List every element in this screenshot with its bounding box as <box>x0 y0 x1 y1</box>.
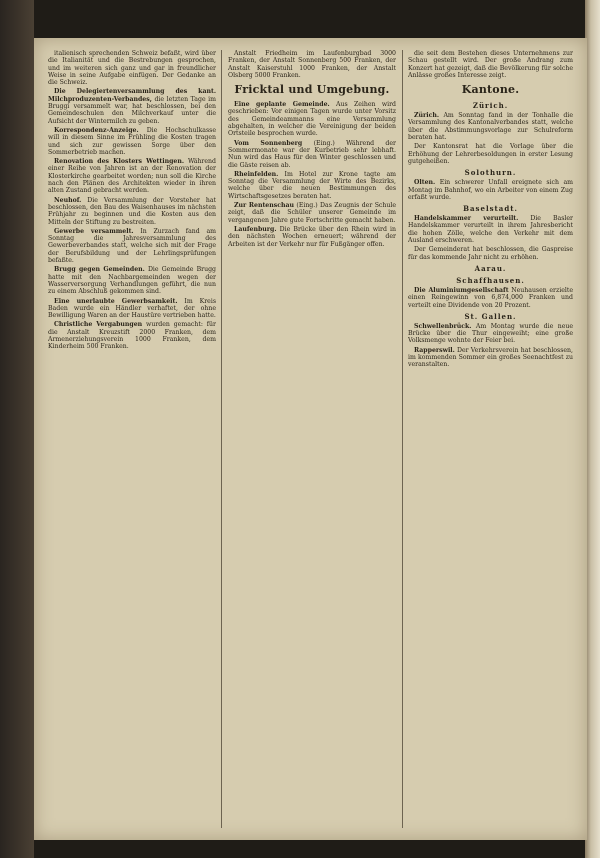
article-paragraph: Laufenburg. Die Brücke über den Rhein wird in den nächsten Wochen erneuert; während der Arbeiten ist der Verkehr nur für Fußgänger offen. <box>228 225 396 248</box>
article-paragraph: Eine geplante Gemeinde. Aus Zeihen wird geschrieben: Vor einigen Tagen wurde unter Vorsitz des Gemeindeammanns eine Versammlung abgehalten, in welcher die Vereinigung der beiden Ortsteile besprochen wurde. <box>228 101 396 138</box>
canton-heading: Zürich. <box>472 101 509 111</box>
article-paragraph: Rheinfelden. Im Hotel zur Krone tagte am Sonntag die Versammlung der Wirte des Bezirks, welche über die neuen Bestimmungen des Wirtschaftsgesetzes beraten hat. <box>228 170 396 200</box>
book-spine <box>0 0 34 858</box>
column-rule <box>402 50 403 828</box>
section-heading: Kantone. <box>461 83 520 97</box>
column-1 <box>48 50 216 828</box>
article-paragraph: Neuhof. Die Versammlung der Vorsteher hat beschlossen, den Bau des Waisenhauses im nächsten Frühjahr zu beginnen und die Kosten aus den Mitteln der Stiftung zu bestreiten. <box>48 196 216 226</box>
column-3 <box>408 50 573 828</box>
article-paragraph: Der Kantonsrat hat die Vorlage über die Erhöhung der Lehrerbesoldungen in erster Lesung gutgeheißen. <box>408 143 573 165</box>
article-paragraph: Brugg gegen Gemeinden. Die Gemeinde Brugg hatte mit den Nachbargemeinden wegen der Wasserversorgung Verhandlungen geführt, die nun zu einem Abschluß gekommen sind. <box>48 266 216 296</box>
newspaper-page <box>34 38 587 840</box>
article-paragraph: die seit dem Bestehen dieses Unternehmens zur Schau gestellt wird. Der große Andrang zum Konzert hat gezeigt, daß die Bevölkerung für solche Anlässe großes Interesse zeigt. <box>408 50 573 79</box>
canton-heading: Baselstadt. <box>463 204 518 214</box>
article-paragraph: Eine unerlaubte Gewerbsamkeit. Im Kreis Baden wurde ein Händler verhaftet, der ohne Bewilligung Waren an der Haustüre vertrieben hatte. <box>48 297 216 320</box>
canton-heading: Solothurn. <box>464 168 517 178</box>
column-2 <box>228 50 396 828</box>
article-paragraph: Renovation des Klosters Wettingen. Während einer Reihe von Jahren ist an der Renovation der Klosterkirche gearbeitet worden; nun soll die Kirche nach den Plänen des Architekten wieder in ihren alten Zustand gebracht werden. <box>48 158 216 195</box>
article-paragraph: Christliche Vergabungen wurden gemacht: für die Anstalt Kreuzstift 2000 Franken, dem Armenerziehungsverein 1000 Franken, dem Kinderheim 500 Franken. <box>48 321 216 351</box>
article-paragraph: Anstalt Friedheim im Laufenburgbad 3000 Franken, der Anstalt Sonnenberg 500 Franken, der Anstalt Kaiserstuhl 1000 Franken, der Anstalt Olsberg 5000 Franken. <box>228 50 396 79</box>
article-paragraph: Zur Rentenschau (Eing.) Das Zeugnis der Schule zeigt, daß die Schüler unserer Gemeinde im vergangenen Jahre gute Fortschritte gemacht haben. <box>228 202 396 224</box>
canton-heading: Aarau. <box>474 263 507 273</box>
article-paragraph: Rapperswil. Der Verkehrsverein hat beschlossen, im kommenden Sommer ein großes Seenachtfest zu veranstalten. <box>408 346 573 369</box>
article-paragraph: Schwellenbrück. Am Montag wurde die neue Brücke über die Thur eingeweiht; eine große Volksmenge wohnte der Feier bei. <box>408 322 573 345</box>
canton-heading: Schaffhausen. <box>456 275 525 285</box>
section-heading: Fricktal und Umgebung. <box>234 83 390 97</box>
column-rule <box>221 50 222 828</box>
article-paragraph: italienisch sprechenden Schweiz befaßt, wird über die Italianität und die Bestrebungen gesprochen, und im weiteren sich ganz und gar in freundlicher Weise in seine Aufgabe einfügen. Der Gedanke an die Schweiz. <box>48 50 216 87</box>
article-paragraph: Die Aluminiumgesellschaft Neuhausen erzielte einen Reingewinn von 6,874,000 Franken und verteilt eine Dividende von 20 Prozent. <box>408 286 573 309</box>
article-paragraph: Handelskammer verurteilt. Die Basler Handelskammer verurteilt in ihrem Jahresbericht die hohen Zölle, welche den Verkehr mit dem Ausland erschweren. <box>408 215 573 245</box>
article-paragraph: Olten. Ein schwerer Unfall ereignete sich am Montag im Bahnhof, wo ein Arbeiter von einem Zug erfaßt wurde. <box>408 179 573 201</box>
article-paragraph: Gewerbe versammelt. In Zurzach fand am Sonntag die Jahresversammlung des Gewerbeverbandes statt, welche sich mit der Frage der Berufsbildung und der Lehrlingsprüfungen befaßte. <box>48 227 216 265</box>
canton-heading: St. Gallen. <box>464 311 517 321</box>
page-edge <box>585 0 600 858</box>
article-paragraph: Zürich. Am Sonntag fand in der Tonhalle die Versammlung des Kantonalverbandes statt, welche über die Abstimmungsvorlage zur Schulreform beraten hat. <box>408 112 573 142</box>
article-paragraph: Die Delegiertenversammlung des kant. Milchproduzenten-Verbandes, die letzten Tage im Bruggi versammelt war, hat beschlossen, bei den Gemeindeschulen den Milchverkauf unter die Aufsicht der Wintermilch zu geben. <box>48 88 216 125</box>
article-paragraph: Vom Sonnenberg (Eing.) Während der Sommermonate war der Kurbetrieb sehr lebhaft. Nun wird das Haus für den Winter geschlossen und die Gäste reisen ab. <box>228 139 396 169</box>
article-paragraph: Korrespondenz-Anzeige. Die Hochschulkasse will in diesem Sinne im Frühling die Kosten tragen und sich zur gewissen Sorge über den Sommerbetrieb machen. <box>48 126 216 156</box>
article-paragraph: Der Gemeinderat hat beschlossen, die Gaspreise für das kommende Jahr nicht zu erhöhen. <box>408 246 573 261</box>
